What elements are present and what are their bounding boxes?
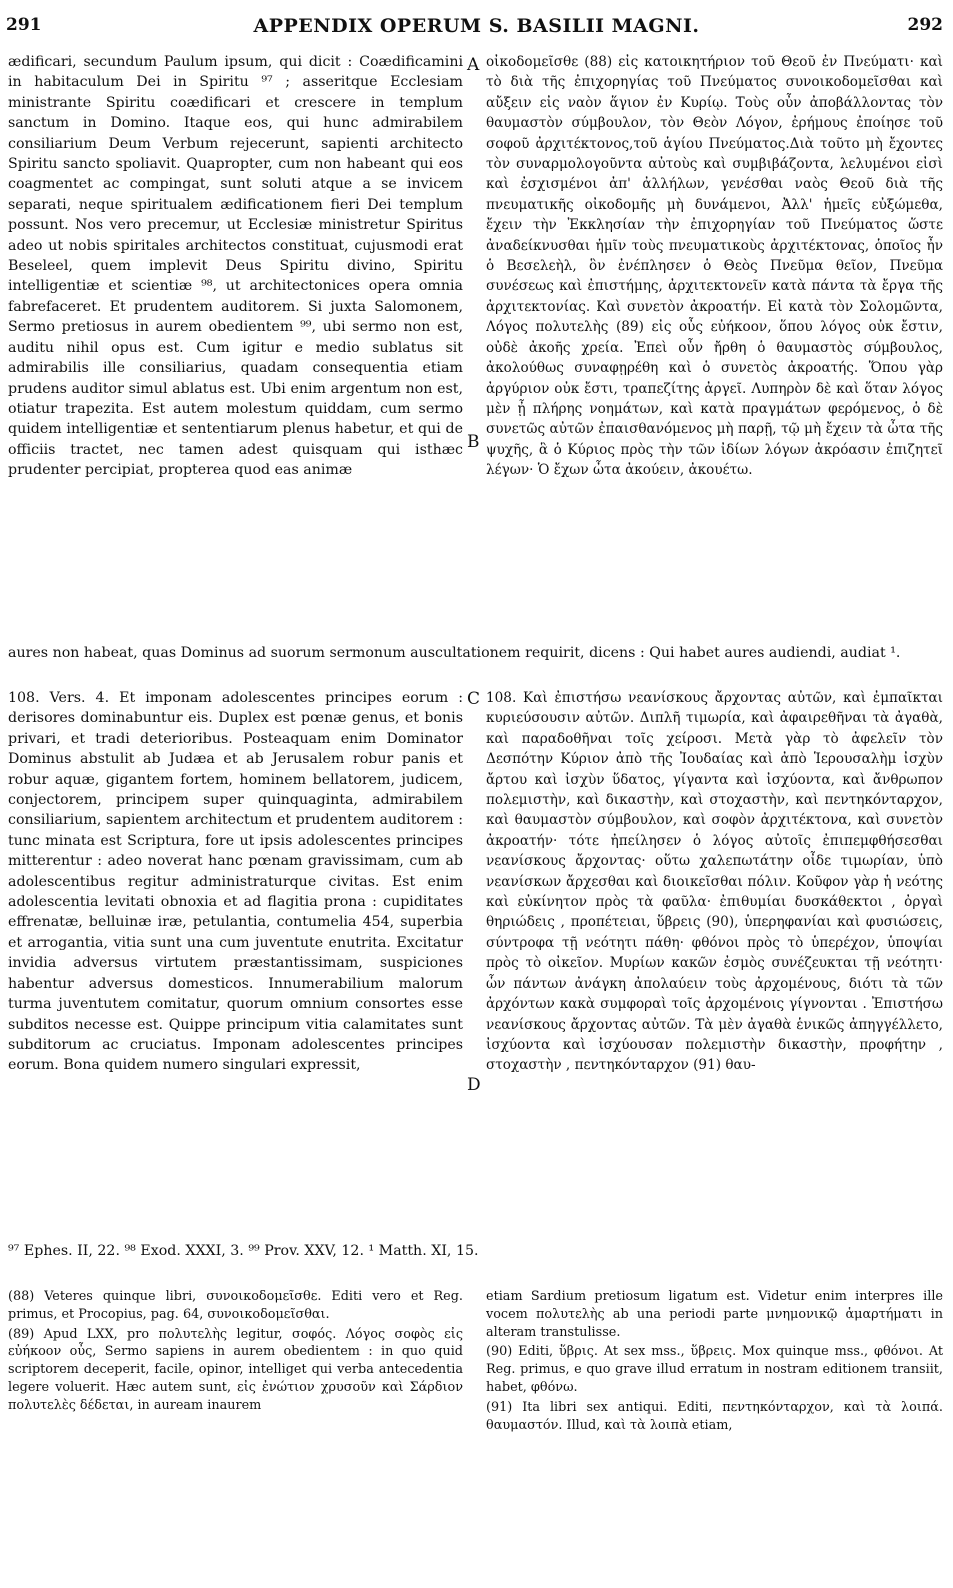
margin-marker-a: A <box>467 55 480 75</box>
latin-column-top <box>8 52 463 648</box>
running-title: APPENDIX OPERUM S. BASILII MAGNI. <box>253 15 700 37</box>
greek-paragraph: 108. Καὶ ἐπιστήσω νεανίσκους ἄρχοντας αὐτῶν, καὶ ἐμπαῖκται κυριεύσουσιν αὐτῶν. Διπλῆ τιμωρία, καὶ ἀφαιρεθῆναι τὰ ἀγαθὰ, καὶ παραδοθῆναι τοῖς χείροσι. Μετὰ γὰρ τὸ ἀφελεῖν τὸν Δεσπότην Κύριον ἀπὸ τῆς Ἰουδαίας καὶ ἀπὸ Ἱερουσαλὴμ ἰσχὺν ἄρτου καὶ ἰσχὺν ὕδατος, γίγαντα καὶ ἰσχύοντα, καὶ ἄνθρωπον πολεμιστὴν, καὶ δικαστὴν, καὶ στοχαστὴν, καὶ πεντηκόνταρχον, καὶ θαυμαστὸν σύμβουλον, καὶ σοφὸν ἀρχιτέκτονα, καὶ συνετὸν ἀκροατήν· τότε ἠπείλησεν ὁ λόγος αὐτοῖς ἐπιπεμφθήσεσθαι νεανίσκους ἄρχοντας· οὕτω χαλεπωτάτην οἶδε τιμωρίαν, ὑπὸ νεανίσκων ἄρχεσθαι καὶ διοικεῖσθαι πόλιν. Κοῦφον γὰρ ἡ νεότης καὶ εὐκίνητον πρὸς τὰ φαῦλα· ἐπιθυμίαι δυσκάθεκτοι , ὀργαὶ θηριώδεις , προπέτειαι, ὕβρεις (90), ὑπερηφανίαι καὶ φυσιώσεις, σύντροφα τῇ νεότητι πάθη· φθόνοι πρὸς τὸ ὑπερέχον, ὑποψίαι πρὸς τὸ οἰκεῖον. Μυρίων κακῶν ἐσμὸς συνέζευκται τῇ νεότητι· ὧν πάντων ἀνάγκη ἀπολαύειν τοὺς ἀρχομένους, διότι τὰ τῶν ἀρχόντων κακὰ συμφοραὶ τοῖς ἀρχομένοις γίγνονται . Ἐπιστήσω νεανίσκους ἄρχοντας αὐτῶν. Τὰ μὲν ἀγαθὰ ἑνικῶς ἀπηγγέλλετο, ἰσχύοντα καὶ ἰσχύουσαν πολεμιστὴν δικαστὴν, προφήτην , στοχαστὴν , πεντηκόνταρχον (91) θαυ- <box>486 690 943 1074</box>
margin-marker-c: C <box>467 689 481 709</box>
margin-marker-d: D <box>467 1075 481 1095</box>
page-number-right: 292 <box>907 15 943 35</box>
scripture-references: ⁹⁷ Ephes. II, 22. ⁹⁸ Exod. XXXI, 3. ⁹⁹ Prov. XXV, 12. ¹ Matth. XI, 15. <box>8 1243 479 1259</box>
greek-paragraph: οἰκοδομεῖσθε (88) εἰς κατοικητήριον τοῦ Θεοῦ ἐν Πνεύματι· καὶ τὸ διὰ τῆς ἐπιχορηγίας τοῦ Πνεύματος συνοικοδομεῖσθαι καὶ αὔξειν εἰς ναὸν ἅγιον ἐν Κυρίῳ. Τοὺς οὖν ἀποβάλλοντας τὸν θαυμαστὸν σύμβουλον, τὸν Θεὸν Λόγον, ἐρήμους ἐποίησε τοῦ σοφοῦ ἀρχιτέκτονος,τοῦ ἁγίου Πνεύματος.Διὰ τοῦτο μὴ ἔχοντες τὸν συναρμολογοῦντα αὐτοὺς καὶ συμβιβάζοντα, λελυμένοι εἰσὶ καὶ ἐσχισμένοι ἀπ' ἀλλήλων, γενέσθαι ναὸς Θεοῦ διὰ τῆς πνευματικῆς οἰκοδομῆς μὴ δυνάμενοι, Ἀλλ' ἡμεῖς εὐξώμεθα, ἔχειν τὴν Ἐκκλησίαν τὴν ἐπιχορηγίαν τοῦ Πνεύματος ὥστε ἀναδείκνυσθαι ἡμῖν τοὺς πνευματικοὺς ἀρχιτέκτονας, ὁποῖος ἦν ὁ Βεσελεὴλ, ὃν ἐνέπλησεν ὁ Θεὸς Πνεῦμα θεῖον, Πνεῦμα συνέσεως καὶ ἐπιστήμης, ἀρχιτεκτονεῖν κατὰ πάντα τὰ ἔργα τῆς ἀρχιτεκτονίας. Καὶ συνετὸν ἀκροατήν. Εἰ κατὰ τὸν Σολομῶντα, Λόγος πολυτελὴς (89) εἰς οὖς εὐήκοον, ὅπου λόγος οὐκ ἔστιν, οὐδὲ ἀκοῆς χρεία. Ἐπεὶ οὖν ἤρθη ὁ θαυμαστὸς σύμβουλος, ἀκολούθως συναφῃρέθη καὶ ὁ συνετὸς ἀκροατής. Ὅπου γὰρ ἀργύριον οὐκ ἔστι, τραπεζίτης ἀργεῖ. Λυπηρὸν δὲ καὶ ὅταν λόγος μὲν ᾖ πλήρης νοημάτων, καὶ κατὰ πραγμάτων φερόμενος, ὁ δὲ συνετῶς αὐτῶν ἐπαισθανόμενος μὴ παρῇ, τῷ μὴ ἔχειν τὰ ὦτα τῆς ψυχῆς, ἃ ὁ Κύριος πρὸς τὴν τῶν ἰδίων λόγων ἀκρόασιν ἐπιζητεῖ λέγων· Ὁ ἔχων ὦτα ἀκούειν, ἀκουέτω. <box>486 54 943 479</box>
footnotes-right <box>486 1288 943 1584</box>
margin-marker-b: B <box>467 432 480 452</box>
full-width-line: aures non habeat, quas Dominus ad suorum sermonum auscultationem requirit, dicens : Qui habet aures audiendi, audiat ¹. <box>8 645 901 661</box>
latin-paragraph: ædificari, secundum Paulum ipsum, qui dicit : Coædificamini in habitaculum Dei in Spiritu ⁹⁷ ; asseritque Ecclesiam ministrante Spiritu coædificari et crescere in templum sanctum in Domino. Itaque eos, qui hunc admirabilem consiliarium Deum Verbum rejecerunt, sapienti architecto Spiritu sancto spoliavit. Quapropter, cum non habeant qui eos coagmentet ac compingat, sunt soluti atque a se invicem separati, neque spiritualem ædificationem fieri Dei templum possunt. Nos vero precemur, ut Ecclesiæ ministretur Spiritus adeo ut nobis spiritales architectos constituat, cujusmodi erat Beseleel, quem implevit Deus Spiritu divino, Spiritu intelligentiæ et scientiæ ⁹⁸, ut architectonices opera omnia fabrefaceret. Et prudentem auditorem. Si juxta Salomonem, Sermo pretiosus in aurem obedientem ⁹⁹, ubi sermo non est, auditu nihil opus est. Cum igitur e medio sublatus sit admirabilis ille consiliarius, quadam consequentia etiam prudens auditor simul ablatus est. Ubi enim argentum non est, otiatur trapezita. Est autem molestum quiddam, cum sermo quidem intelligentiæ et sententiarum plenus habetur, et qui de officiis tractet, nec tamen adest quisquam qui isthæc prudenter percipiat, propterea quod eas animæ <box>8 54 463 479</box>
footnote: etiam Sardium pretiosum ligatum est. Videtur enim interpres ille vocem πολυτελὴς ab una periodi parte μνημονικῷ ἁμαρτήματι in alteram transtulisse. <box>486 1289 943 1340</box>
greek-column-bottom <box>486 688 943 1236</box>
footnotes-left <box>8 1288 463 1584</box>
footnote: (90) Editi, ὕβρις. At sex mss., ὕβρεις. Mox quinque mss., φθόνοι. At Reg. primus, e quo grave illud erratum in nostram editionem transiit, habet, φθόνω. <box>486 1344 943 1395</box>
latin-column-bottom <box>8 688 463 1236</box>
footnote: (88) Veteres quinque libri, συνοικοδομεῖσθε. Editi vero et Reg. primus, et Procopius, pag. 64, συνοικοδομεῖσθαι. <box>8 1289 463 1322</box>
footnote: (89) Apud LXX, pro πολυτελὴς legitur, σοφός. Λόγος σοφὸς εἰς εὐήκοον οὖς, Sermo sapiens in aurem obedientem : in quo quid scriptorem deceperit, facile, opinor, intelliget qui verba antecedentia legere voluerit. Hæc autem sunt, εἰς ἐνώτιον χρυσοῦν καὶ Σάρδιον πολυτελὲς δέδεται, in auream inaurem <box>8 1326 463 1413</box>
latin-paragraph: 108. Vers. 4. Et imponam adolescentes principes eorum : derisores dominabuntur eis. Duplex est pœnæ genus, et bonis privari, et tradi deterioribus. Posteaquam enim Dominator Dominus abstulit ab Judæa et ab Jerusalem robur panis et robur aquæ, gigantem fortem, hominem bellatorem, judicem, conjectorem, principem super quinquaginta, admirabilem consiliarium, sapientem architectum et prudentem auditorem : tunc minata est Scriptura, fore ut ipsis adolescentes principes mitterentur : adeo noverat hanc pœnam gravissimam, cum ab adolescentibus regitur administraturque civitas. Est enim adolescentia levitati obnoxia et ad flagitia prona : cupiditates effrenatæ, belluinæ iræ, petulantia, contumelia 454, superbia et arrogantia, vitia sunt una cum juventute enutrita. Excitatur invidia adversus virtutem præstantissimam, suspiciones habentur adversus domesticos. Innumerabilium malorum turma juventutem comitatur, quorum omnium consortes esse subditos necesse est. Quippe principum vitia calamitates sunt subditorum ac cruciatus. Imponam adolescentes principes eorum. Bona quidem numero singulari expressit, <box>8 690 463 1074</box>
greek-column-top <box>486 52 943 648</box>
running-header <box>0 15 953 43</box>
footnote: (91) Ita libri sex antiqui. Editi, πεντηκόνταρχον, καὶ τὰ λοιπά. θαυμαστόν. Illud, καὶ τὰ λοιπὰ etiam, <box>486 1399 943 1433</box>
page-number-left: 291 <box>6 15 42 35</box>
